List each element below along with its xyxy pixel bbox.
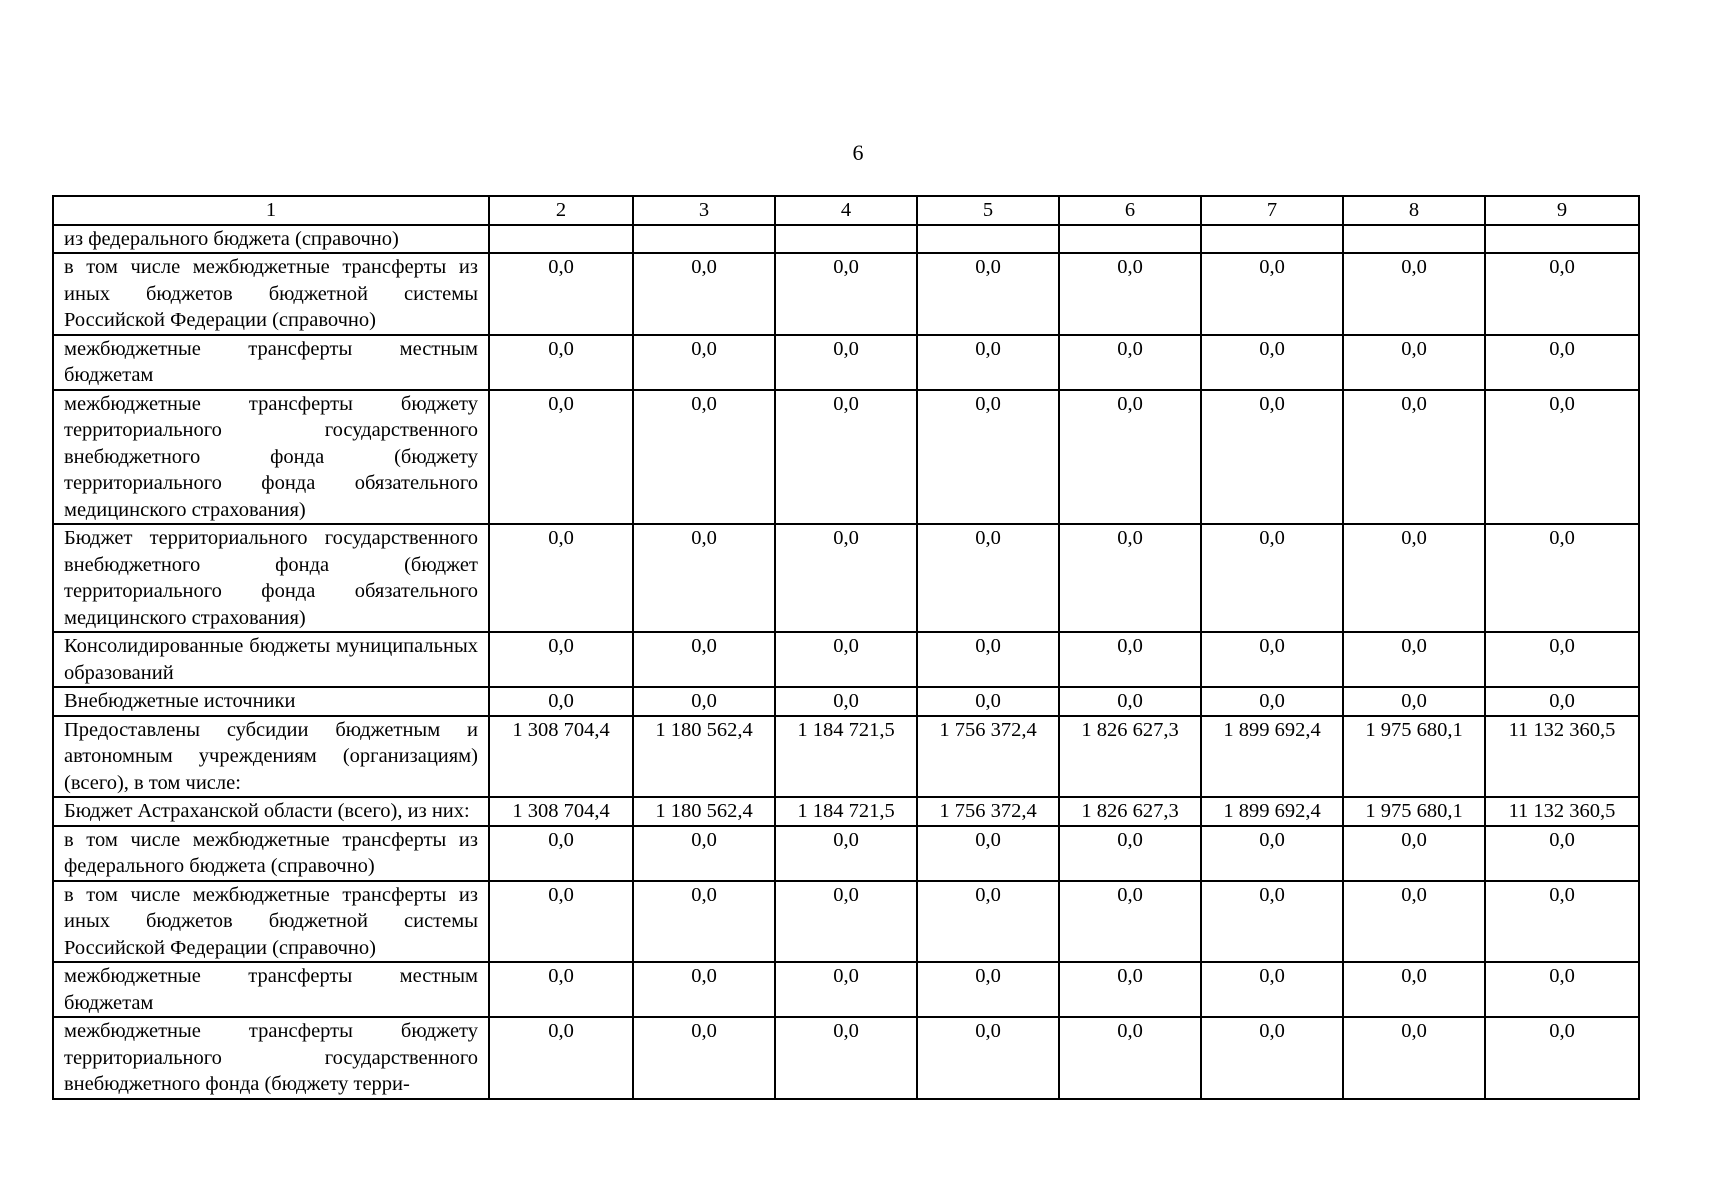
row-label: в том числе межбюджетные трансферты из иных бюджетов бюджетной системы Российской Федерации (справочно)	[53, 881, 489, 963]
cell-value: 0,0	[1201, 1017, 1343, 1099]
cell-value: 0,0	[917, 962, 1059, 1017]
cell-value: 0,0	[1343, 253, 1485, 335]
cell-value: 0,0	[1059, 632, 1201, 687]
cell-value: 0,0	[1485, 632, 1639, 687]
cell-value: 0,0	[1343, 962, 1485, 1017]
cell-value: 0,0	[1343, 390, 1485, 525]
cell-value: 0,0	[1201, 524, 1343, 632]
cell-value: 0,0	[1201, 687, 1343, 716]
cell-value: 0,0	[1201, 335, 1343, 390]
cell-value: 0,0	[1059, 524, 1201, 632]
column-number-row	[53, 196, 1639, 225]
cell-value	[1343, 225, 1485, 254]
cell-value	[917, 225, 1059, 254]
cell-value: 0,0	[489, 962, 633, 1017]
cell-value	[775, 225, 917, 254]
cell-value: 1 308 704,4	[489, 797, 633, 826]
cell-value: 0,0	[1059, 1017, 1201, 1099]
cell-value	[633, 225, 775, 254]
cell-value: 1 975 680,1	[1343, 716, 1485, 798]
row-label: Бюджет территориального государственного внебюджетного фонда (бюджет территориального фонда обязательного медицинского страхования)	[53, 524, 489, 632]
cell-value: 1 756 372,4	[917, 797, 1059, 826]
cell-value: 0,0	[917, 1017, 1059, 1099]
table-row	[53, 390, 1639, 525]
cell-value: 1 826 627,3	[1059, 716, 1201, 798]
cell-value: 1 975 680,1	[1343, 797, 1485, 826]
cell-value: 0,0	[1201, 826, 1343, 881]
row-label: межбюджетные трансферты местным бюджетам	[53, 962, 489, 1017]
cell-value: 0,0	[489, 826, 633, 881]
cell-value: 0,0	[1485, 881, 1639, 963]
cell-value: 0,0	[1485, 687, 1639, 716]
cell-value: 0,0	[1485, 826, 1639, 881]
table-row	[53, 687, 1639, 716]
cell-value: 0,0	[1059, 253, 1201, 335]
cell-value: 0,0	[775, 632, 917, 687]
table-row	[53, 632, 1639, 687]
cell-value: 0,0	[1059, 962, 1201, 1017]
row-label: межбюджетные трансферты бюджету территориального государственного внебюджетного фонда (бюджету территориального фонда обязательного медицинского страхования)	[53, 390, 489, 525]
cell-value	[489, 225, 633, 254]
cell-value: 1 184 721,5	[775, 716, 917, 798]
budget-table	[52, 195, 1640, 1100]
cell-value: 0,0	[775, 826, 917, 881]
table-row	[53, 524, 1639, 632]
table-row	[53, 716, 1639, 798]
cell-value: 11 132 360,5	[1485, 797, 1639, 826]
cell-value: 0,0	[633, 335, 775, 390]
table-row	[53, 225, 1639, 254]
cell-value: 0,0	[633, 687, 775, 716]
cell-value: 0,0	[633, 524, 775, 632]
column-header: 5	[917, 196, 1059, 225]
cell-value: 11 132 360,5	[1485, 716, 1639, 798]
cell-value: 0,0	[633, 390, 775, 525]
table-row	[53, 881, 1639, 963]
cell-value: 0,0	[1201, 253, 1343, 335]
cell-value: 0,0	[1201, 390, 1343, 525]
table-row	[53, 1017, 1639, 1099]
cell-value: 0,0	[633, 881, 775, 963]
cell-value: 0,0	[489, 253, 633, 335]
cell-value: 0,0	[917, 881, 1059, 963]
cell-value: 0,0	[1059, 390, 1201, 525]
cell-value: 0,0	[489, 687, 633, 716]
table-row	[53, 962, 1639, 1017]
table-row	[53, 797, 1639, 826]
cell-value: 0,0	[1201, 881, 1343, 963]
cell-value: 0,0	[1343, 687, 1485, 716]
cell-value	[1201, 225, 1343, 254]
table-row	[53, 826, 1639, 881]
page-number: 6	[852, 140, 864, 165]
cell-value: 0,0	[633, 1017, 775, 1099]
column-header: 4	[775, 196, 917, 225]
cell-value: 0,0	[1485, 335, 1639, 390]
cell-value: 0,0	[1343, 335, 1485, 390]
cell-value: 0,0	[1059, 881, 1201, 963]
cell-value: 0,0	[1059, 687, 1201, 716]
cell-value: 0,0	[1485, 1017, 1639, 1099]
cell-value	[1485, 225, 1639, 254]
row-label: Бюджет Астраханской области (всего), из них:	[53, 797, 489, 826]
cell-value: 0,0	[1485, 253, 1639, 335]
cell-value: 1 184 721,5	[775, 797, 917, 826]
cell-value: 0,0	[1343, 826, 1485, 881]
cell-value: 0,0	[1485, 962, 1639, 1017]
cell-value: 1 180 562,4	[633, 716, 775, 798]
cell-value: 0,0	[775, 881, 917, 963]
cell-value: 0,0	[489, 390, 633, 525]
cell-value	[1059, 225, 1201, 254]
cell-value: 0,0	[489, 881, 633, 963]
cell-value: 0,0	[1343, 881, 1485, 963]
table-row	[53, 335, 1639, 390]
row-label: Внебюджетные источники	[53, 687, 489, 716]
cell-value: 0,0	[1485, 390, 1639, 525]
cell-value: 0,0	[917, 687, 1059, 716]
cell-value: 0,0	[1059, 826, 1201, 881]
cell-value: 0,0	[917, 632, 1059, 687]
cell-value: 0,0	[1485, 524, 1639, 632]
cell-value: 0,0	[917, 826, 1059, 881]
cell-value: 0,0	[489, 1017, 633, 1099]
cell-value: 0,0	[917, 253, 1059, 335]
column-header: 7	[1201, 196, 1343, 225]
row-label: Предоставлены субсидии бюджетным и автономным учреждениям (организациям) (всего), в том числе:	[53, 716, 489, 798]
cell-value: 0,0	[1343, 1017, 1485, 1099]
cell-value: 0,0	[489, 632, 633, 687]
cell-value: 1 899 692,4	[1201, 797, 1343, 826]
row-label: в том числе межбюджетные трансферты из иных бюджетов бюджетной системы Российской Федерации (справочно)	[53, 253, 489, 335]
cell-value: 0,0	[1343, 632, 1485, 687]
row-label: из федерального бюджета (справочно)	[53, 225, 489, 254]
cell-value: 0,0	[917, 524, 1059, 632]
cell-value: 0,0	[775, 687, 917, 716]
cell-value: 0,0	[1343, 524, 1485, 632]
cell-value: 0,0	[775, 962, 917, 1017]
cell-value: 1 180 562,4	[633, 797, 775, 826]
column-header: 2	[489, 196, 633, 225]
cell-value: 0,0	[489, 524, 633, 632]
row-label: в том числе межбюджетные трансферты из федерального бюджета (справочно)	[53, 826, 489, 881]
cell-value: 1 308 704,4	[489, 716, 633, 798]
cell-value: 0,0	[1201, 962, 1343, 1017]
column-header: 8	[1343, 196, 1485, 225]
cell-value: 0,0	[1059, 335, 1201, 390]
table-row	[53, 253, 1639, 335]
row-label: межбюджетные трансферты бюджету территориального государственного внебюджетного фонда (бюджету терри-	[53, 1017, 489, 1099]
cell-value: 0,0	[633, 253, 775, 335]
row-label: Консолидированные бюджеты муниципальных образований	[53, 632, 489, 687]
cell-value: 0,0	[775, 253, 917, 335]
cell-value: 0,0	[1201, 632, 1343, 687]
row-label: межбюджетные трансферты местным бюджетам	[53, 335, 489, 390]
cell-value: 0,0	[775, 335, 917, 390]
column-header: 6	[1059, 196, 1201, 225]
column-header: 9	[1485, 196, 1639, 225]
cell-value: 1 826 627,3	[1059, 797, 1201, 826]
cell-value: 1 899 692,4	[1201, 716, 1343, 798]
cell-value: 0,0	[917, 390, 1059, 525]
cell-value: 0,0	[775, 524, 917, 632]
cell-value: 0,0	[775, 390, 917, 525]
column-header: 3	[633, 196, 775, 225]
cell-value: 1 756 372,4	[917, 716, 1059, 798]
cell-value: 0,0	[633, 632, 775, 687]
cell-value: 0,0	[633, 962, 775, 1017]
cell-value: 0,0	[917, 335, 1059, 390]
cell-value: 0,0	[489, 335, 633, 390]
cell-value: 0,0	[633, 826, 775, 881]
cell-value: 0,0	[775, 1017, 917, 1099]
column-header: 1	[53, 196, 489, 225]
